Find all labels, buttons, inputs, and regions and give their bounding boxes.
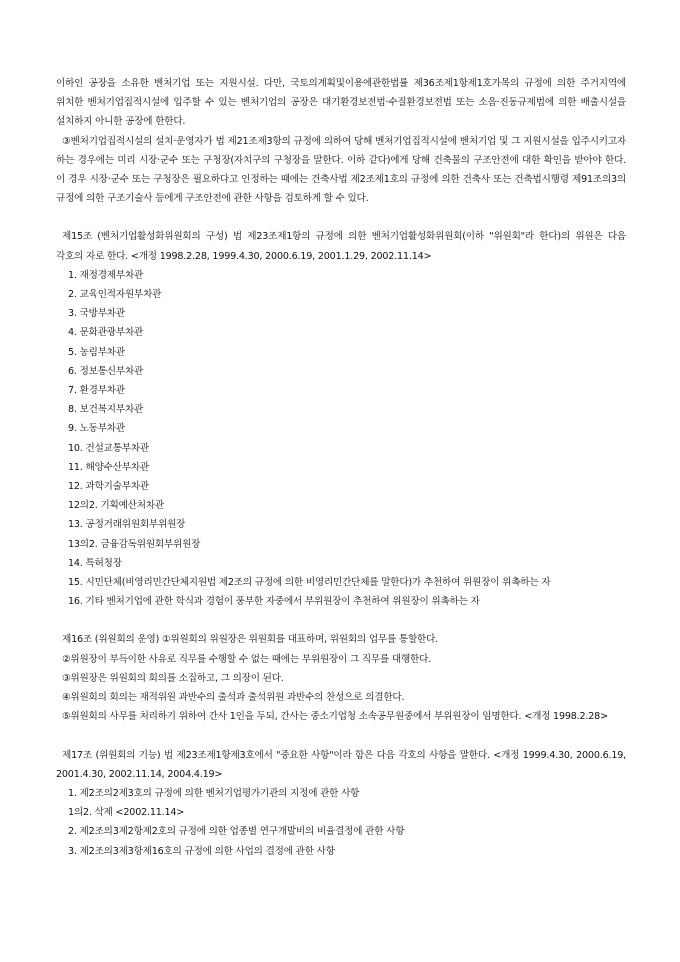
spacer — [56, 611, 626, 630]
list-item: 2. 교육인적자원부차관 — [68, 289, 162, 301]
list-item: 6. 정보통신부차관 — [68, 365, 144, 377]
list-item: 13. 공정거래위원회부위원장 — [68, 519, 186, 531]
article-16-paragraph-5: ⑤위원회의 사무를 처리하기 위하여 간사 1인을 두되, 간사는 중소기업청 소속공무원중에서 부위원장이 임명한다. <개정 1998.2.28> — [62, 711, 608, 723]
list-item: 2. 제2조의3제2항제2호의 규정에 의한 업종별 연구개발비의 비율결정에 관한 사항 — [68, 826, 405, 838]
list-item: 9. 노동부차관 — [68, 423, 125, 435]
spacer — [56, 727, 626, 746]
spacer — [56, 208, 626, 227]
article-15-heading: 제15조 (벤처기업활성화위원회의 구성) 법 제23조제1항의 규정에 의한 벤처기업활성화위원회(이하 "위원회"라 한다)의 위원은 다음 각호의 자로 한다. <개정 1998.2.28, 1999.4.30, 2000.6.19, 2001.1.29, 2002.11.14> — [56, 231, 626, 262]
list-item: 8. 보건복지부차관 — [68, 404, 144, 416]
article-17-heading: 제17조 (위원회의 기능) 법 제23조제1항제3호에서 "중요한 사항"이라 함은 다음 각호의 사항을 말한다. <개정 1999.4.30, 2000.6.19, 2001.4.30, 2002.11.14, 2004.4.19> — [56, 749, 626, 780]
intro-paragraph-1: 이하인 공장을 소유한 벤처기업 또는 지원시설. 다만, 국토의계획및이용에관한법률 제36조제1항제1호가목의 규정에 의한 주거지역에 위치한 벤처기업집적시설에 입주할 수 있는 벤처기업의 공장은 대기환경보전법·수질환경보전법 또는 소음·진동규제법에 의한 배출시설을 설치하지 아니한 공장에 한한다. — [56, 78, 626, 128]
list-item: 1. 제2조의2제3호의 규정에 의한 벤처기업평가기관의 지정에 관한 사항 — [68, 787, 360, 799]
intro-paragraph-2: ③벤처기업집적시설의 설치·운영자가 법 제21조제3항의 규정에 의하여 당해 벤처기업집적시설에 벤처기업 및 그 지원시설을 입주시키고자 하는 경우에는 미리 시장·군수 또는 구청장(자치구의 구청장을 말한다. 이하 같다)에게 당해 건축물의 구조안전에 대한 확인을 받아야 한다. 이 경우 시장·군수 또는 구청장은 필요하다고 인정하는 때에는 건축사법 제2조제1호의 규정에 의한 건축사 또는 건축법시행령 제91조의3의 규정에 의한 구조기술사 등에게 구조안전에 관한 사항을 검토하게 할 수 있다. — [56, 135, 626, 205]
list-item: 15. 시민단체(비영리민간단체지원법 제2조의 규정에 의한 비영리민간단체를 말한다)가 추천하여 위원장이 위촉하는 자 — [68, 577, 551, 589]
list-item: 1. 재정경제부차관 — [68, 269, 144, 281]
list-item: 13의2. 금융감독위원회부위원장 — [68, 538, 201, 550]
article-15 — [56, 227, 626, 611]
article-16-heading: 제16조 (위원회의 운영) ①위원회의 위원장은 위원회를 대표하며, 위원회의 업무를 통할한다. — [62, 634, 439, 646]
list-item: 11. 해양수산부차관 — [68, 461, 149, 473]
list-item: 7. 환경부차관 — [68, 385, 125, 397]
list-item: 5. 농림부차관 — [68, 346, 125, 358]
document-page — [56, 74, 626, 861]
article-16-paragraph-3: ③위원장은 위원회의 회의를 소집하고, 그 의장이 된다. — [62, 672, 284, 684]
list-item: 16. 기타 벤처기업에 관한 학식과 경험이 풍부한 자중에서 부위원장이 추천하여 위원장이 위촉하는 자 — [68, 596, 480, 608]
list-item: 3. 국방부차관 — [68, 308, 125, 320]
article-16-paragraph-4: ④위원회의 회의는 재적위원 과반수의 출석과 출석위원 과반수의 찬성으로 의결한다. — [62, 692, 405, 704]
list-item: 1의2. 삭제 <2002.11.14> — [68, 807, 185, 819]
article-16-paragraph-2: ②위원장이 부득이한 사유로 직무를 수행할 수 없는 때에는 부위원장이 그 직무를 대행한다. — [62, 653, 432, 665]
article-17 — [56, 746, 626, 861]
list-item: 3. 제2조의3제3항제16호의 규정에 의한 사업의 결정에 관한 사항 — [68, 845, 335, 857]
list-item: 12의2. 기획예산처차관 — [68, 500, 164, 512]
list-item: 12. 과학기술부차관 — [68, 481, 149, 493]
list-item: 14. 특허청장 — [68, 557, 122, 569]
list-item: 4. 문화관광부차관 — [68, 327, 144, 339]
article-16 — [56, 630, 626, 726]
list-item: 10. 건설교통부차관 — [68, 442, 149, 454]
